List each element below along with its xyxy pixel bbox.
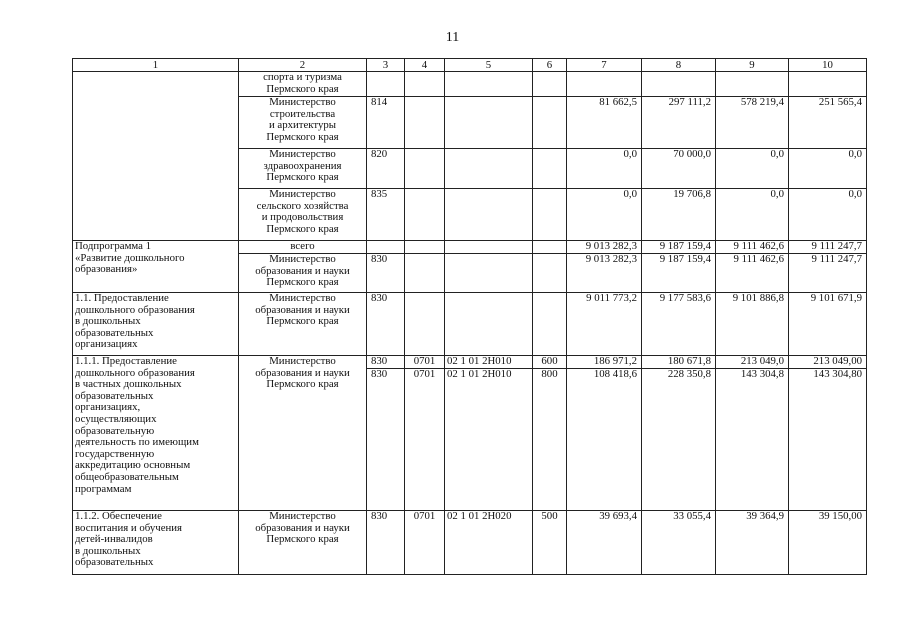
value-cell: 9 013 282,3 xyxy=(567,241,642,254)
cell-text-line: 1.1. Предоставление xyxy=(75,292,169,304)
value-cell: 143 304,8 xyxy=(716,369,789,511)
type-cell xyxy=(533,72,567,97)
cell-text-line: образования и науки xyxy=(255,366,350,379)
cell-text-line: осуществляющих xyxy=(75,412,157,425)
cell-text-line: Пермского края xyxy=(266,276,339,289)
cell-text-line: образования и науки xyxy=(255,521,350,534)
value-cell: 0,0 xyxy=(716,149,789,189)
cell-text-line: Пермского края xyxy=(266,315,339,328)
value-cell: 9 111 462,6 xyxy=(716,254,789,293)
value-cell: 213 049,00 xyxy=(789,356,867,369)
table-row xyxy=(73,72,867,97)
ministry-cell xyxy=(239,511,367,575)
type-cell xyxy=(533,241,567,254)
header-cell: 6 xyxy=(533,59,567,72)
cell-text-line: Подпрограмма 1 xyxy=(75,240,152,252)
value-cell: 9 101 886,8 xyxy=(716,293,789,356)
cell-text-line: образования и науки xyxy=(255,303,350,316)
code-cell: 830 xyxy=(367,369,405,511)
table-row xyxy=(73,293,867,356)
item-title xyxy=(73,511,239,575)
cell-text-line: Министерство xyxy=(269,292,336,304)
value-cell: 33 055,4 xyxy=(642,511,716,575)
cell-text-line: Министерство xyxy=(269,188,336,200)
cell-text-line: дошкольного образования xyxy=(75,366,195,379)
cell-text-line: «Развитие дошкольного xyxy=(75,251,185,264)
cell-text-line: сельского хозяйства xyxy=(256,199,349,212)
target-cell xyxy=(445,254,533,293)
header-cell: 3 xyxy=(367,59,405,72)
value-cell: 228 350,8 xyxy=(642,369,716,511)
ministry-cell xyxy=(239,149,367,189)
type-cell xyxy=(533,254,567,293)
value-cell: 9 111 462,6 xyxy=(716,241,789,254)
ministry-cell xyxy=(239,254,367,293)
header-cell: 8 xyxy=(642,59,716,72)
section-cell xyxy=(405,293,445,356)
cell-text-line: образования и науки xyxy=(255,264,350,277)
value-cell: 186 971,2 xyxy=(567,356,642,369)
table-row xyxy=(73,241,867,254)
cell-text-line: строительства xyxy=(269,107,336,120)
section-cell: 0701 xyxy=(405,369,445,511)
header-cell: 9 xyxy=(716,59,789,72)
code-cell: 820 xyxy=(367,149,405,189)
cell-text-line: Министерство xyxy=(269,148,336,160)
section-cell xyxy=(405,254,445,293)
type-cell: 500 xyxy=(533,511,567,575)
item-title xyxy=(73,356,239,511)
value-cell: 297 111,2 xyxy=(642,97,716,149)
value-cell: 9 111 247,7 xyxy=(789,254,867,293)
value-cell: 578 219,4 xyxy=(716,97,789,149)
cell-text-line: Министерство xyxy=(269,355,336,367)
cell-text-line: образовательных xyxy=(75,389,154,402)
cell-text-line: спорта и туризма xyxy=(263,71,342,83)
value-cell: 0,0 xyxy=(567,189,642,241)
header-cell: 1 xyxy=(73,59,239,72)
target-cell: 02 1 01 2Н010 xyxy=(445,356,533,369)
ministry-cell xyxy=(239,72,367,97)
section-cell xyxy=(405,72,445,97)
code-cell: 830 xyxy=(367,293,405,356)
value-cell: 0,0 xyxy=(789,189,867,241)
cell-text-line: 1.1.1. Предоставление xyxy=(75,355,177,367)
page-number: 11 xyxy=(445,30,460,45)
value-cell: 9 177 583,6 xyxy=(642,293,716,356)
value-cell: 39 693,4 xyxy=(567,511,642,575)
value-cell: 0,0 xyxy=(789,149,867,189)
cell-text-line: воспитания и обучения xyxy=(75,521,183,534)
cell-text-line: детей-инвалидов xyxy=(75,533,153,546)
header-cell: 7 xyxy=(567,59,642,72)
target-cell xyxy=(445,293,533,356)
cell-text-line: образования» xyxy=(75,263,138,276)
cell-text-line: деятельность по имеющим xyxy=(75,436,199,449)
ministry-cell xyxy=(239,356,367,511)
header-cell: 2 xyxy=(239,59,367,72)
value-cell: 9 013 282,3 xyxy=(567,254,642,293)
section-cell: 0701 xyxy=(405,511,445,575)
target-cell xyxy=(445,97,533,149)
section-cell xyxy=(405,149,445,189)
value-cell xyxy=(789,72,867,97)
header-row xyxy=(73,59,867,72)
cell-text-line: Министерство xyxy=(269,253,336,265)
cell-text-line: программам xyxy=(75,482,132,495)
cell-text-line: Пермского края xyxy=(266,171,339,184)
type-cell xyxy=(533,149,567,189)
empty-cell xyxy=(73,72,239,241)
value-cell: 0,0 xyxy=(567,149,642,189)
value-cell: 213 049,0 xyxy=(716,356,789,369)
cell-text-line: Пермского края xyxy=(266,130,339,143)
value-cell: 143 304,80 xyxy=(789,369,867,511)
cell-text-line: в частных дошкольных xyxy=(75,378,182,391)
header-cell: 4 xyxy=(405,59,445,72)
value-cell: 39 364,9 xyxy=(716,511,789,575)
value-cell: 9 111 247,7 xyxy=(789,241,867,254)
budget-table xyxy=(72,58,867,575)
cell-text-line: в дошкольных xyxy=(75,315,141,328)
cell-text-line: Министерство xyxy=(269,510,336,522)
value-cell xyxy=(642,72,716,97)
cell-text-line: Пермского края xyxy=(266,378,339,391)
cell-text-line: Пермского края xyxy=(266,82,339,95)
target-cell xyxy=(445,72,533,97)
cell-text-line: 1.1.2. Обеспечение xyxy=(75,510,162,522)
cell-text-line: образовательных xyxy=(75,326,154,339)
table-row xyxy=(73,356,867,369)
cell-text-line: общеобразовательным xyxy=(75,470,179,483)
cell-text-line: здравоохранения xyxy=(263,159,342,172)
ministry-cell xyxy=(239,189,367,241)
header-cell: 10 xyxy=(789,59,867,72)
ministry-cell xyxy=(239,97,367,149)
section-cell xyxy=(405,97,445,149)
code-cell: 830 xyxy=(367,356,405,369)
code-cell: 835 xyxy=(367,189,405,241)
cell-text-line: и продовольствия xyxy=(261,211,344,224)
cell-text-line: Пермского края xyxy=(266,533,339,546)
cell-text-line: и архитектуры xyxy=(268,119,337,132)
cell-text-line: всего xyxy=(290,240,315,252)
type-cell: 800 xyxy=(533,369,567,511)
code-cell: 830 xyxy=(367,254,405,293)
value-cell: 108 418,6 xyxy=(567,369,642,511)
cell-text-line: организациях xyxy=(75,338,138,351)
code-cell xyxy=(367,241,405,254)
value-cell: 9 187 159,4 xyxy=(642,241,716,254)
target-cell xyxy=(445,189,533,241)
type-cell xyxy=(533,189,567,241)
value-cell: 0,0 xyxy=(716,189,789,241)
ministry-cell xyxy=(239,293,367,356)
cell-text-line: образовательную xyxy=(75,424,155,437)
target-cell xyxy=(445,149,533,189)
cell-text-line: дошкольного образования xyxy=(75,303,195,316)
value-cell: 251 565,4 xyxy=(789,97,867,149)
table-row xyxy=(73,511,867,575)
cell-text-line: аккредитацию основным xyxy=(75,459,191,472)
value-cell: 9 187 159,4 xyxy=(642,254,716,293)
code-cell xyxy=(367,72,405,97)
type-cell: 600 xyxy=(533,356,567,369)
item-title xyxy=(73,293,239,356)
type-cell xyxy=(533,293,567,356)
value-cell: 39 150,00 xyxy=(789,511,867,575)
subprogram-title xyxy=(73,241,239,293)
value-cell: 180 671,8 xyxy=(642,356,716,369)
value-cell: 9 101 671,9 xyxy=(789,293,867,356)
section-cell: 0701 xyxy=(405,356,445,369)
cell-text-line: государственную xyxy=(75,447,155,460)
value-cell: 19 706,8 xyxy=(642,189,716,241)
value-cell xyxy=(716,72,789,97)
total-label xyxy=(239,241,367,254)
value-cell: 81 662,5 xyxy=(567,97,642,149)
cell-text-line: Пермского края xyxy=(266,222,339,235)
target-cell: 02 1 01 2Н010 xyxy=(445,369,533,511)
cell-text-line: в дошкольных xyxy=(75,544,141,557)
value-cell xyxy=(567,72,642,97)
section-cell xyxy=(405,241,445,254)
code-cell: 814 xyxy=(367,97,405,149)
type-cell xyxy=(533,97,567,149)
section-cell xyxy=(405,189,445,241)
cell-text-line: образовательных xyxy=(75,556,154,569)
cell-text-line: организациях, xyxy=(75,401,141,414)
header-cell: 5 xyxy=(445,59,533,72)
target-cell xyxy=(445,241,533,254)
target-cell: 02 1 01 2Н020 xyxy=(445,511,533,575)
cell-text-line: Министерство xyxy=(269,96,336,108)
value-cell: 9 011 773,2 xyxy=(567,293,642,356)
value-cell: 70 000,0 xyxy=(642,149,716,189)
code-cell: 830 xyxy=(367,511,405,575)
